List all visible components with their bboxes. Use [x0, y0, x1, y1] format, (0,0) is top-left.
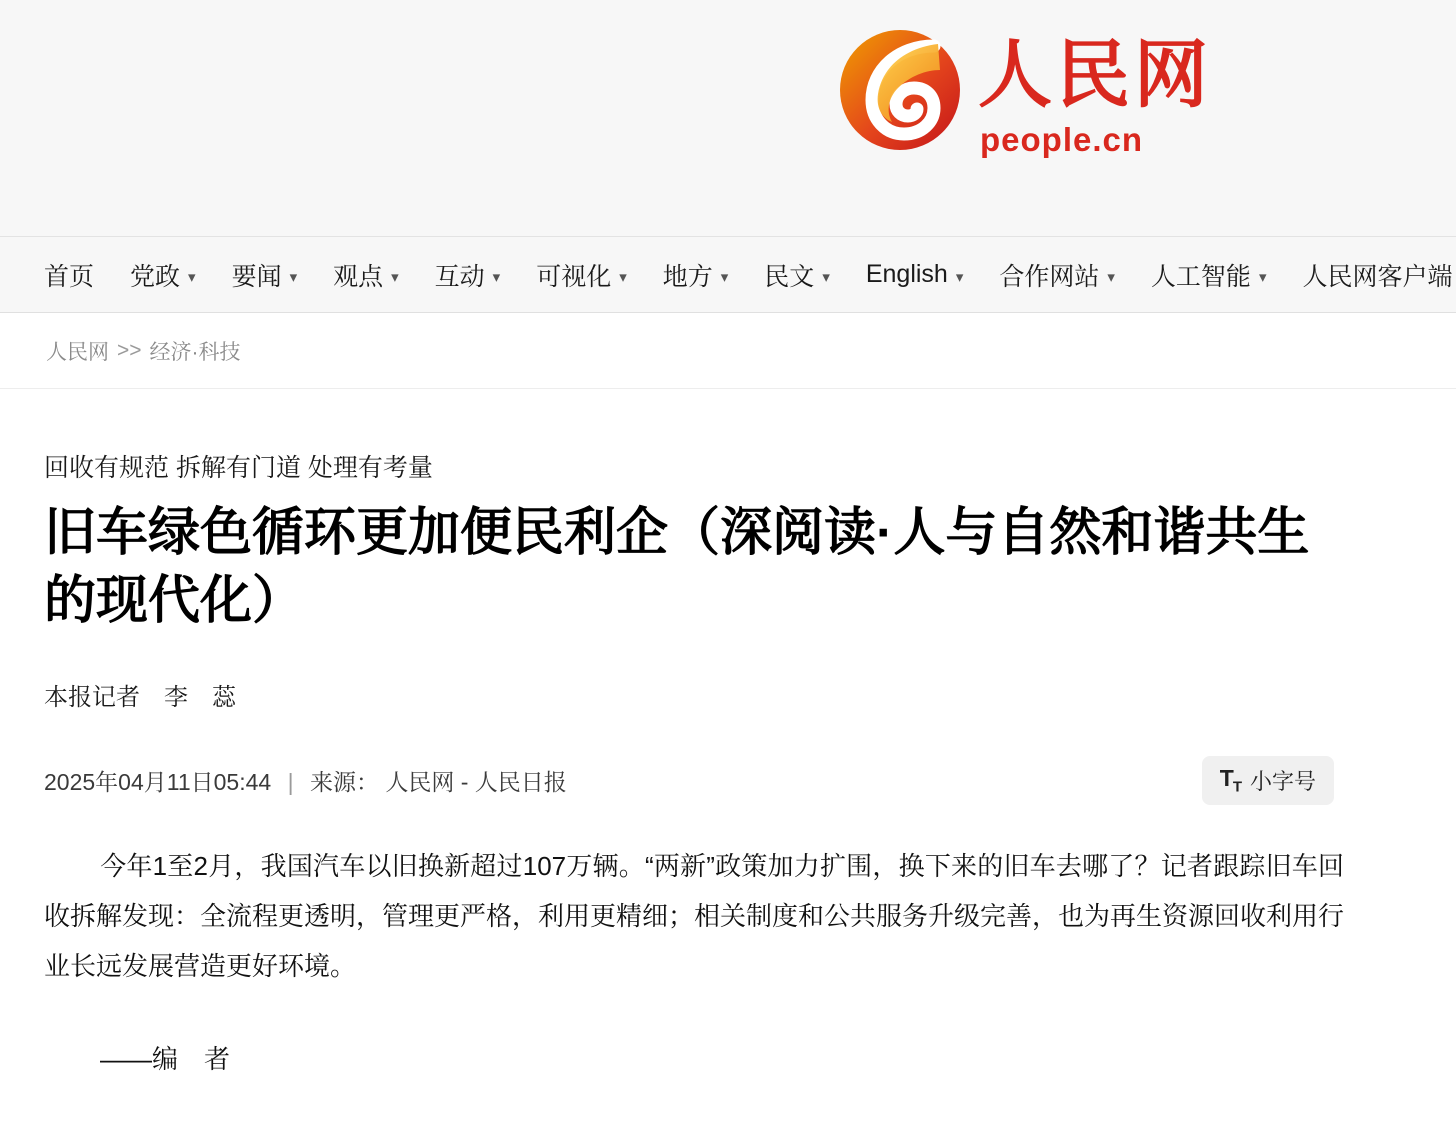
- nav-item-english[interactable]: [866, 260, 964, 289]
- chevron-down-icon: ▾: [720, 268, 729, 286]
- chevron-down-icon: ▾: [822, 268, 830, 286]
- chevron-down-icon: ▾: [1107, 268, 1115, 286]
- breadcrumb-separator: >>: [117, 338, 142, 362]
- nav-item-label: 党政: [130, 262, 181, 291]
- nav-item-label: 首页: [44, 262, 95, 291]
- article-source-label: 来源：: [309, 769, 379, 795]
- nav-item-label: 合作网站: [999, 262, 1100, 291]
- nav-item-partner-sites[interactable]: [999, 257, 1115, 293]
- nav-item-label: 要闻: [231, 262, 282, 291]
- nav-item-home[interactable]: [44, 257, 94, 293]
- article-byline: 本报记者 李 蕊: [44, 684, 236, 711]
- logo-text-en: people.cn: [980, 121, 1144, 158]
- site-masthead: [0, 0, 1456, 237]
- breadcrumb-home[interactable]: 人民网: [46, 340, 109, 364]
- article-summary-text: 今年1至2月，我国汽车以旧换新超过107万辆。“两新”政策加力扩围，换下来的旧车去哪了？记者跟踪旧车回收拆解发现：全流程更透明，管理更严格，利用更精细；相关制度和公共服务升级完善，也为再生资源回收利用行业长远发展营造更好环境。: [44, 851, 1345, 981]
- chevron-down-icon: ▾: [492, 268, 501, 286]
- nav-item-app[interactable]: [1302, 257, 1452, 293]
- nav-item-yaowen[interactable]: [232, 257, 298, 293]
- meta-divider: |: [287, 769, 294, 795]
- breadcrumb: [0, 313, 1456, 389]
- article-body: [0, 451, 1456, 1079]
- text-size-icon: $T_T$: [1219, 765, 1241, 796]
- nav-item-hudong[interactable]: [435, 257, 501, 293]
- nav-item-guandian[interactable]: [333, 257, 399, 293]
- nav-item-label: 地方: [662, 262, 713, 291]
- nav-item-keshihua[interactable]: [536, 257, 627, 293]
- chevron-down-icon: ▾: [955, 268, 964, 286]
- editor-note: ——编 者: [100, 1044, 231, 1074]
- chevron-down-icon: ▾: [391, 268, 399, 286]
- nav-item-label: 民文: [764, 262, 815, 291]
- nav-item-label: 可视化: [536, 262, 612, 291]
- nav-item-label: 互动: [434, 262, 485, 291]
- people-cn-logo-icon: [838, 28, 962, 152]
- chevron-down-icon: ▾: [289, 268, 298, 286]
- article-date: 2025年04月11日05:44: [44, 769, 272, 795]
- nav-item-label: 人民网客户端: [1302, 262, 1453, 291]
- nav-item-label: English: [865, 260, 948, 288]
- article-meta: [44, 764, 567, 797]
- chevron-down-icon: ▾: [188, 268, 196, 286]
- logo-text-cn: 人民网: [978, 33, 1212, 116]
- nav-item-label: 观点: [333, 262, 384, 291]
- article-meta-row: [44, 756, 1334, 805]
- nav-item-difang[interactable]: [663, 257, 729, 293]
- breadcrumb-current[interactable]: 经济·科技: [149, 340, 241, 364]
- chevron-down-icon: ▾: [619, 268, 627, 286]
- article-summary: [44, 841, 1344, 991]
- nav-item-ai[interactable]: [1151, 257, 1267, 293]
- page-title: 旧车绿色循环更加便民利企（深阅读·人与自然和谐共生的现代化）: [44, 504, 1310, 630]
- site-logo[interactable]: [838, 22, 1212, 162]
- chevron-down-icon: ▾: [1258, 268, 1267, 286]
- article-kicker: 回收有规范 拆解有门道 处理有考量: [44, 454, 433, 482]
- font-size-label: 小字号: [1249, 769, 1316, 794]
- article-source[interactable]: 人民网 - 人民日报: [385, 769, 567, 795]
- nav-item-label: 人工智能: [1150, 262, 1251, 291]
- nav-item-dangzheng[interactable]: [130, 257, 196, 293]
- main-navigation: [0, 237, 1456, 313]
- font-size-button[interactable]: [1202, 756, 1334, 805]
- nav-item-minwen[interactable]: [764, 257, 830, 293]
